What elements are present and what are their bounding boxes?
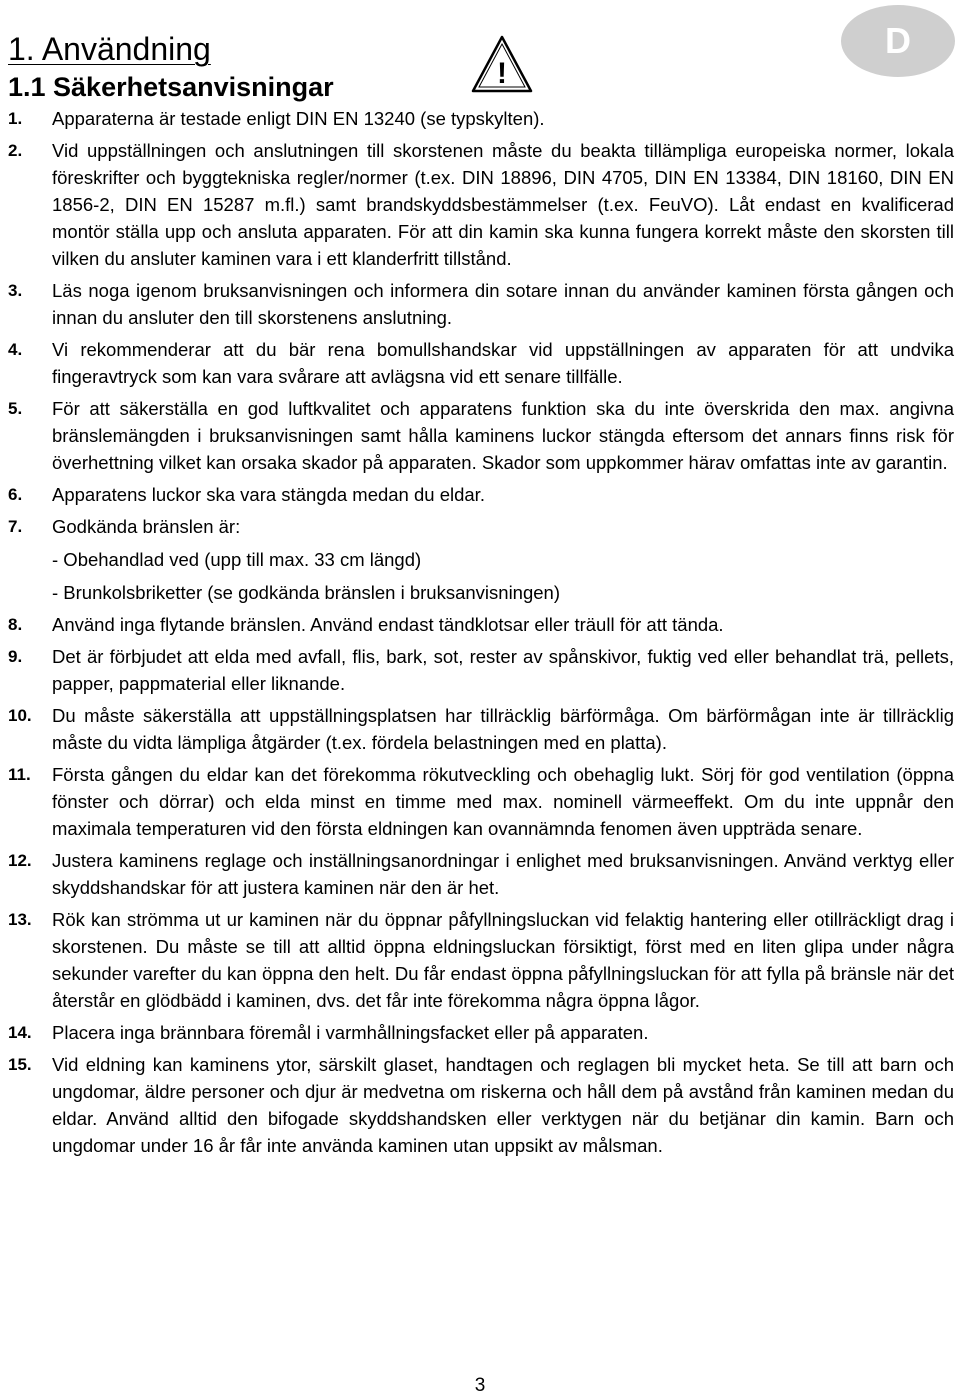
item-text: Vid eldning kan kaminens ytor, särskilt glaset, handtagen och reglagen bli mycket heta. Se till att barn och ungdomar, äldre personer och djur är medvetna om riskerna och håll dem på avstånd från kaminen medan du eldar. Använd alltid den bifogade skyddshandsken eller verktygen när du betjänar din kamin. Barn och ungdomar under 16 år får inte använda kaminen utan uppsikt av målsman.	[52, 1054, 954, 1156]
title-block	[8, 30, 334, 104]
item-number: 2.	[8, 141, 23, 160]
list-item	[0, 137, 960, 272]
list-item	[0, 906, 960, 1014]
item-text: För att säkerställa en god luftkvalitet och apparatens funktion ska du inte överskrida den max. angivna bränslemängden i bruksanvisningen samt hålla kaminens luckor stängda eftersom det annars finns risk för överhettning vilket kan orsaka skador på apparaten. Skador som uppkommer härav omfattas inte av garantin.	[52, 398, 954, 473]
item-number: 10.	[8, 706, 32, 725]
item-number: 15.	[8, 1055, 32, 1074]
list-item	[0, 105, 960, 132]
item-number: 7.	[8, 517, 23, 536]
item-number: 4.	[8, 340, 23, 359]
item-number: 11.	[8, 765, 31, 784]
item-number: 3.	[8, 281, 23, 300]
item-number: 6.	[8, 485, 23, 504]
list-item	[0, 481, 960, 508]
list-item	[0, 761, 960, 842]
list-item	[0, 277, 960, 331]
item-number: 13.	[8, 910, 32, 929]
item-text: Apparatens luckor ska vara stängda medan du eldar.	[52, 484, 485, 505]
list-item	[0, 1019, 960, 1046]
item-number: 5.	[8, 399, 23, 418]
item-text: Rök kan strömma ut ur kaminen när du öppnar påfyllningsluckan vid felaktig hantering eller otillräckligt drag i skorstenen. Du måste se till att alltid öppna eldningsluckan försiktigt, först med en liten glipa under några sekunder varefter du kan öppna den helt. Du får endast öppna påfyllningsluckan för att fylla på bränsle när det återstår en glödbädd i kaminen, dvs. det får inte förekomma några öppna lågor.	[52, 909, 954, 1011]
list-item	[0, 702, 960, 756]
warning-triangle-icon	[470, 34, 534, 94]
page-number: 3	[474, 1375, 486, 1396]
item-number: 12.	[8, 851, 32, 870]
item-number: 9.	[8, 647, 23, 666]
safety-instruction-list	[0, 105, 960, 1164]
language-badge: D	[841, 5, 955, 77]
list-item	[0, 643, 960, 697]
item-number: 14.	[8, 1023, 32, 1042]
item-text: Vi rekommenderar att du bär rena bomullshandskar vid uppställningen av apparaten för att undvika fingeravtryck som kan vara svårare att avlägsna vid ett senare tillfälle.	[52, 339, 954, 387]
list-item	[0, 847, 960, 901]
chapter-title: 1. Användning	[8, 31, 211, 67]
fuel-type-item: - Brunkolsbriketter (se godkända bränslen i bruksanvisningen)	[52, 582, 560, 603]
list-item	[0, 513, 960, 606]
list-item	[0, 336, 960, 390]
fuel-type-item: - Obehandlad ved (upp till max. 33 cm längd)	[52, 549, 422, 570]
item-text: Vid uppställningen och anslutningen till skorstenen måste du beakta tillämpliga europeiska normer, lokala föreskrifter och byggtekniska regler/normer (t.ex. DIN 18896, DIN 4705, DIN EN 13384, DIN 18160, DIN EN 1856-2, DIN EN 15287 m.fl.) samt brandskyddsbestämmelser (t.ex. FeuVO). Låt endast en kvalificerad montör ställa upp och ansluta apparaten. För att din kamin ska kunna fungera korrekt måste den skorsten till vilken du ansluter kaminen vara i ett klanderfritt tillstånd.	[52, 140, 954, 269]
item-number: 1.	[8, 109, 23, 128]
item-text: Justera kaminens reglage och inställningsanordningar i enlighet med bruksanvisningen. Använd verktyg eller skyddshandskar för att justera kaminen när den är het.	[52, 850, 954, 898]
item-text: Det är förbjudet att elda med avfall, flis, bark, sot, rester av spånskivor, fuktig ved eller behandlat trä, pellets, papper, pappmaterial eller liknande.	[52, 646, 954, 694]
warning-exclamation: !	[497, 57, 507, 90]
item-text: Du måste säkerställa att uppställningsplatsen har tillräcklig bärförmåga. Om bärförmågan inte är tillräcklig måste du vidta lämpliga åtgärder (t.ex. fördela belastningen med en platta).	[52, 705, 954, 753]
item-text: Apparaterna är testade enligt DIN EN 13240 (se typskylten).	[52, 108, 545, 129]
item-text: Läs noga igenom bruksanvisningen och informera din sotare innan du använder kaminen första gången och innan du ansluter den till skorstenens anslutning.	[52, 280, 954, 328]
item-text: Godkända bränslen är:	[52, 516, 241, 537]
item-number: 8.	[8, 615, 23, 634]
section-title: 1.1 Säkerhetsanvisningar	[8, 72, 334, 102]
item-text: Första gången du eldar kan det förekomma rökutveckling och obehaglig lukt. Sörj för god ventilation (öppna fönster och dörrar) och elda minst en timme med max. nominell värmeeffekt. Om du inte uppnår den maximala temperaturen vid den första eldningen kan ovannämnda fenomen även uppträda senare.	[52, 764, 954, 839]
item-text: Placera inga brännbara föremål i varmhållningsfacket eller på apparaten.	[52, 1022, 649, 1043]
list-item	[0, 1051, 960, 1159]
item-text: Använd inga flytande bränslen. Använd endast tändklotsar eller träull för att tända.	[52, 614, 724, 635]
list-item	[0, 395, 960, 476]
list-item	[0, 611, 960, 638]
